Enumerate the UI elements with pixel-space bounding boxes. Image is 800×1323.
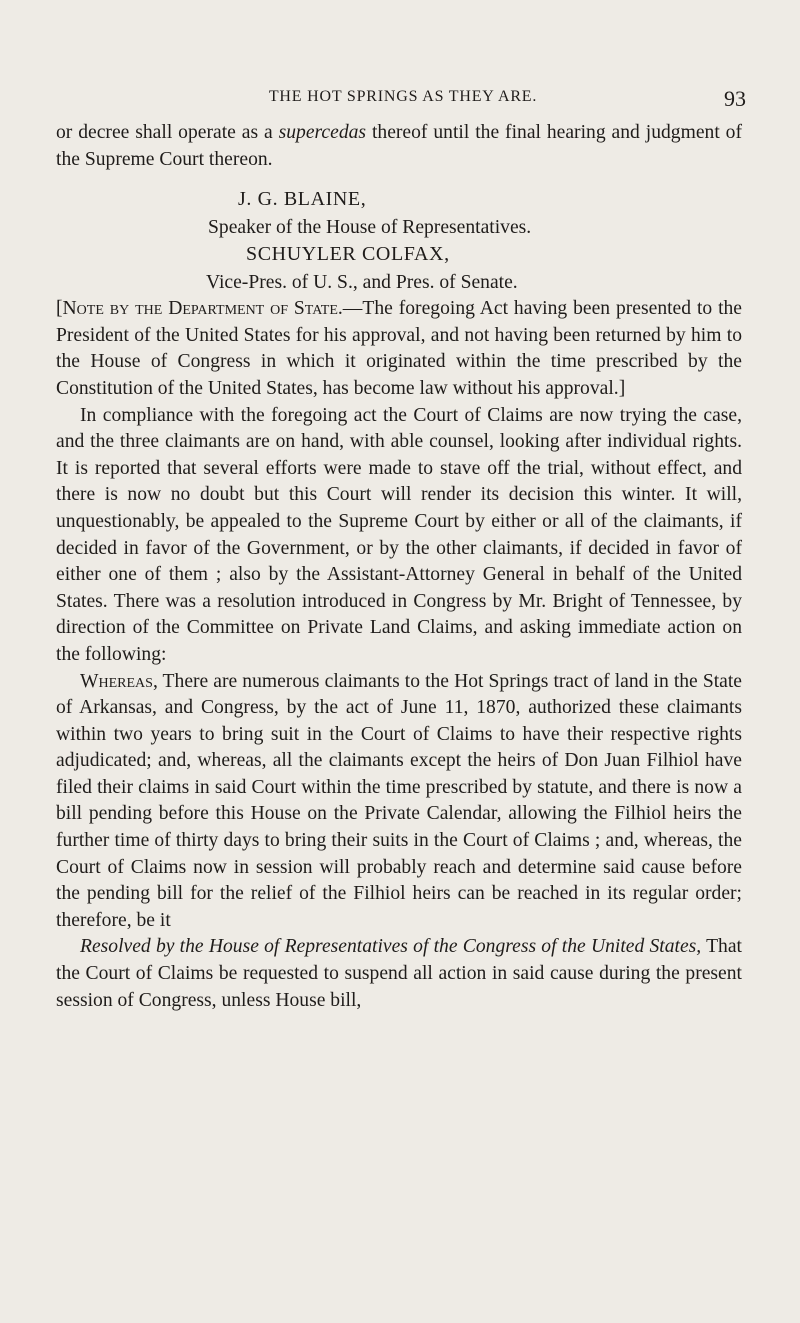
vice-president-title: Vice-Pres. of U. S., and Pres. of Senate.	[206, 271, 518, 293]
page-number: 93	[724, 86, 746, 111]
state-department-note	[56, 296, 742, 402]
whereas-text: There are numerous claimants to the Hot Springs tract of land in the State of Arkansas, and Congress, by the act of June 11, 1870, authorized these claimants within two years to bring suit in the Court of Claims to have their respective rights adjudicated; and, whereas, all the claimants except the heirs of Don Juan Filhiol have filed their claims in said Court within the time prescribed by statute, and there is now a bill pending before this House on the Private Calendar, allowing the Filhiol heirs the further time of thirty days to bring their suits in the Court of Claims ; and, whereas, the Court of Claims now in session will probably reach and determine said cause before the pending bill for the relief of the Filhiol heirs can be reached in its regular order; therefore, be it	[56, 670, 742, 931]
speaker-title: Speaker of the House of Representatives.	[208, 216, 532, 238]
opening-paragraph	[56, 120, 742, 173]
vice-president-name: SCHUYLER COLFAX,	[246, 243, 450, 266]
running-title: THE HOT SPRINGS AS THEY ARE.	[268, 88, 538, 105]
body-text	[56, 120, 742, 1014]
opening-term: supercedas	[278, 122, 367, 143]
signature-block	[56, 186, 742, 296]
page-header	[60, 88, 746, 112]
whereas-lead: Whereas,	[80, 670, 158, 692]
whereas-paragraph	[56, 669, 742, 935]
speaker-name: J. G. BLAINE,	[238, 188, 367, 211]
opening-text-after: thereof until the final hearing and judgment of the Supreme Court thereon.	[56, 122, 742, 170]
resolved-paragraph	[56, 934, 742, 1014]
resolved-text: That the Court of Claims be requested to suspend all action in said cause during the present session of Congress, unless House bill,	[56, 936, 742, 1011]
opening-text-before: or decree shall operate as a	[56, 122, 279, 143]
note-lead: Note by the Department of State.	[62, 298, 343, 320]
resolved-lead: Resolved by the House of Representatives of the Congress of the United States,	[80, 936, 702, 958]
note-open-bracket: [	[56, 298, 63, 320]
compliance-paragraph: In compliance with the foregoing act the Court of Claims are now trying the case, and the three claimants are on hand, with able counsel, looking after individual rights. It is reported that several efforts were made to stave off the trial, without effect, and there is now no doubt but this Court will render its decision this winter. It will, unquestionably, be appealed to the Supreme Court by either or all of the claimants, if decided in favor of the Government, or by the other claimants, if decided in favor of either one of them ; also by the Assistant-Attorney General in behalf of the United States. There was a resolution introduced in Congress by Mr. Bright of Tennessee, by direction of the Committee on Private Land Claims, and asking immediate action on the following:	[56, 404, 742, 665]
note-text: —The foregoing Act having been presented to the President of the United States for his approval, and not having been returned by him to the House of Congress in which it originated within the time prescribed by the Constitution of the United States, has become law without his approval.]	[56, 298, 743, 399]
